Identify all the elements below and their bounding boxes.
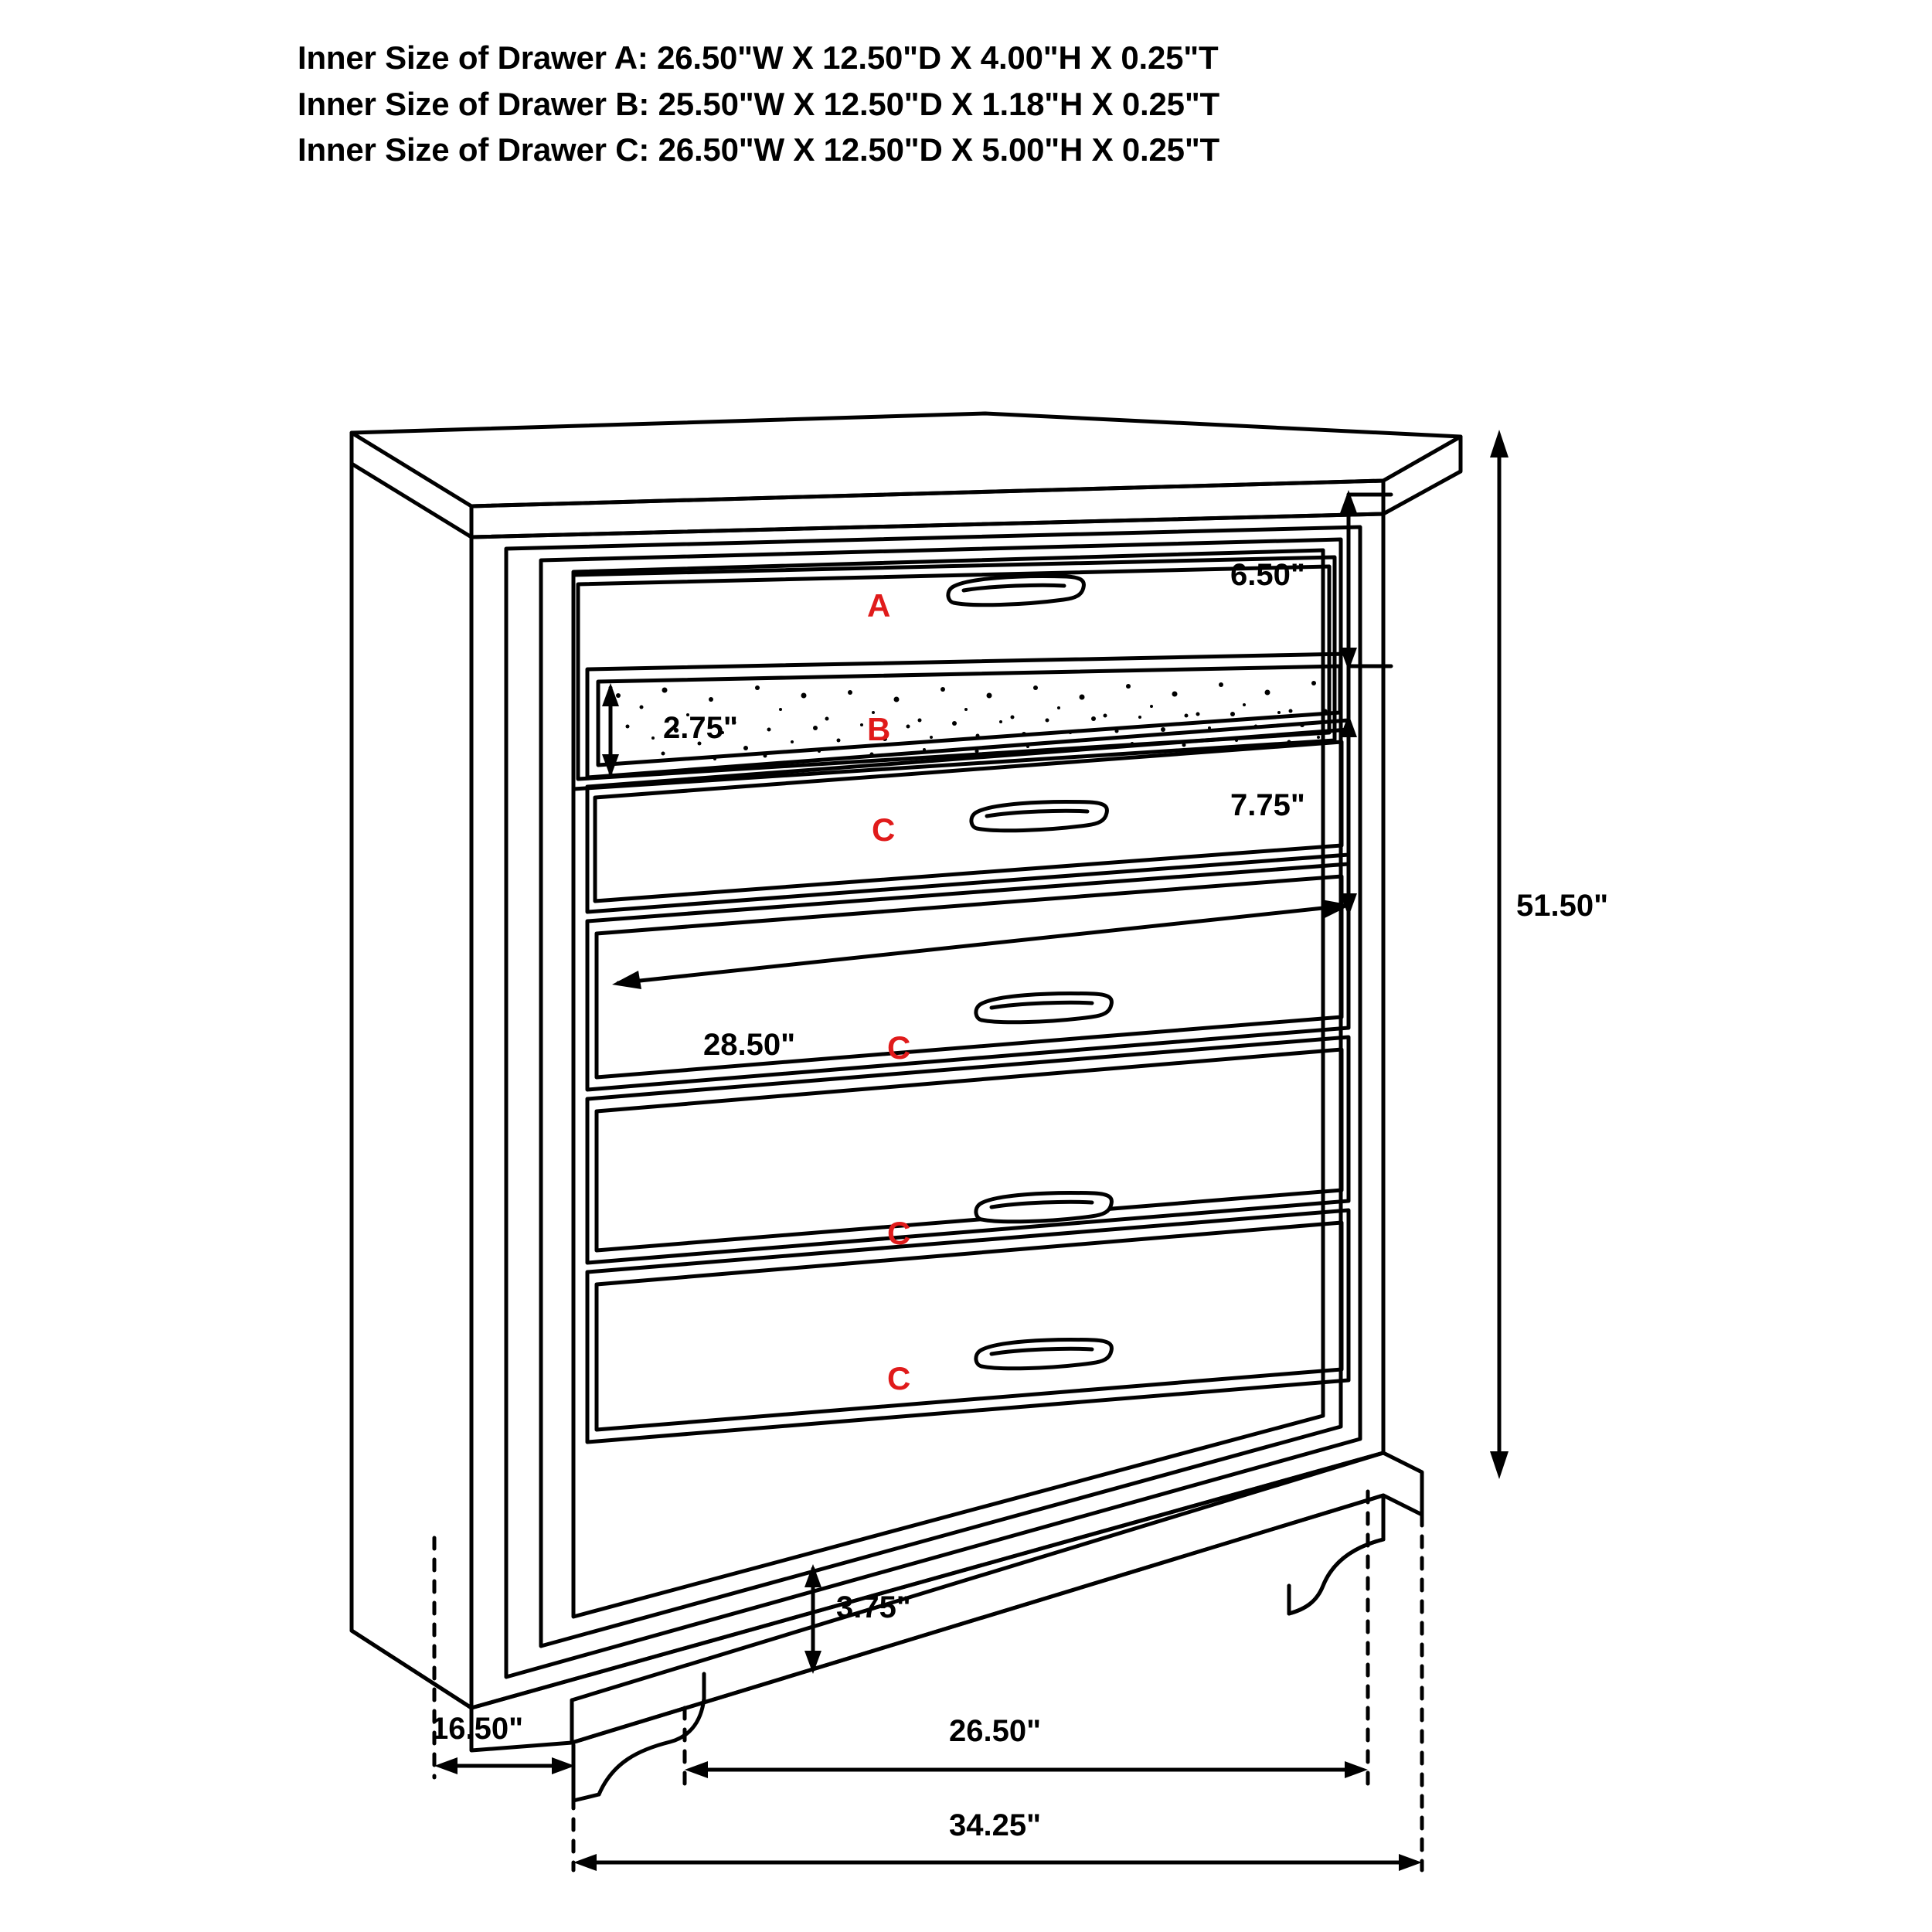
dim-leg-height: 3.75"	[836, 1590, 911, 1624]
drawer-handle-c1	[971, 802, 1107, 831]
drawer-letter-c2: C	[887, 1029, 911, 1066]
drawer-handle-c2	[976, 994, 1112, 1022]
drawer-letter-a: A	[867, 587, 891, 624]
drawer-front-c4	[587, 1210, 1349, 1442]
spec-line-drawer-b: Inner Size of Drawer B: 25.50"W X 12.50"D X 1.18"H X 0.25"T	[298, 85, 1219, 122]
chest-top-surface	[352, 413, 1461, 537]
drawer-letter-b: B	[867, 711, 891, 747]
drawer-handle-c4	[976, 1340, 1112, 1369]
dim-drawer-a-height: 6.50"	[1230, 558, 1305, 592]
drawer-handle-a	[948, 577, 1084, 605]
chest-left-side-panel	[352, 464, 471, 1708]
dim-depth: 16.50"	[431, 1712, 524, 1746]
dim-drawer-front-width: 28.50"	[703, 1028, 796, 1062]
drawer-front-c3	[587, 1037, 1349, 1263]
dim-drawer-c-height: 7.75"	[1230, 788, 1305, 822]
drawer-handle-c3	[976, 1193, 1112, 1222]
dim-inner-width: 26.50"	[949, 1714, 1042, 1748]
drawer-letter-c4: C	[887, 1360, 911, 1396]
spec-line-drawer-a: Inner Size of Drawer A: 26.50"W X 12.50"D X 4.00"H X 0.25"T	[298, 39, 1219, 76]
dim-overall-width: 34.25"	[949, 1808, 1042, 1842]
chest-base-plinth	[471, 1453, 1422, 1750]
drawer-letter-c3: C	[887, 1215, 911, 1251]
spec-line-drawer-c: Inner Size of Drawer C: 26.50"W X 12.50"D X 5.00"H X 0.25"T	[298, 131, 1219, 168]
drawer-front-c2	[587, 864, 1349, 1090]
drawer-letter-c1: C	[872, 811, 896, 848]
dim-overall-height: 51.50"	[1516, 889, 1609, 923]
dim-drawer-b-height: 2.75"	[663, 711, 738, 745]
